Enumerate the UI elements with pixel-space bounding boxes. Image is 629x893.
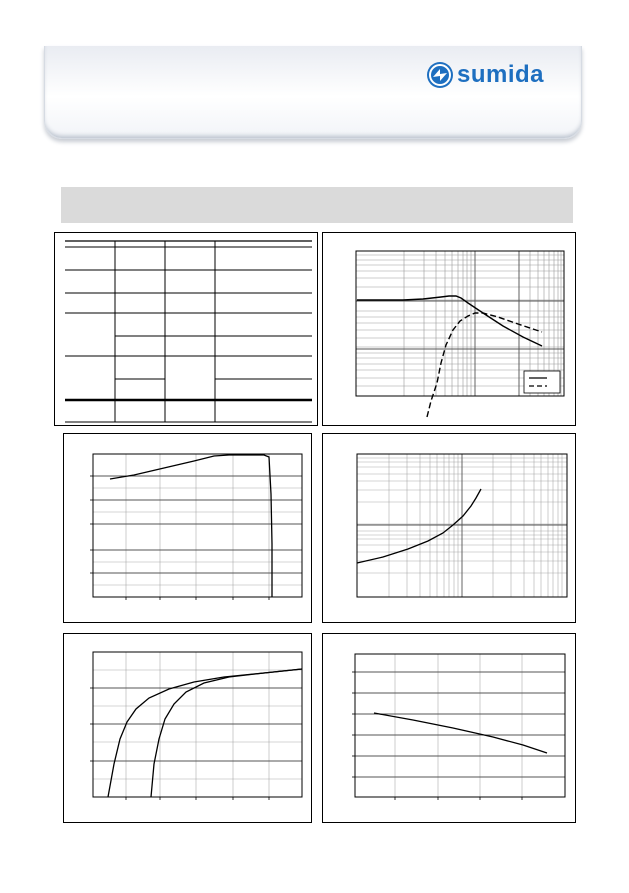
- chart-bottom-right-plot: [323, 634, 577, 824]
- chart-top-right-series-dashed: [427, 313, 542, 417]
- chart-bottom-left-plot: [64, 634, 313, 824]
- chart-panel-top-right: [322, 232, 576, 426]
- brand-logo: [427, 60, 544, 90]
- section-title-bar: [61, 187, 573, 223]
- chart-panel-mid-right: [322, 433, 576, 623]
- chart-top-right-legend: [524, 371, 560, 393]
- chart-mid-right-plot: [323, 434, 577, 624]
- logo-mark-icon: [427, 62, 453, 88]
- chart-panel-bottom-right: [322, 633, 576, 823]
- spec-table-panel: [54, 232, 318, 426]
- chart-top-right-plot: [323, 233, 577, 427]
- logo-text: sumida: [457, 61, 545, 88]
- chart-panel-bottom-left: [63, 633, 312, 823]
- spec-table-grid: [55, 233, 319, 427]
- chart-bottom-right-series: [374, 713, 547, 753]
- chart-mid-left-plot: [64, 434, 313, 624]
- chart-panel-mid-left: [63, 433, 312, 623]
